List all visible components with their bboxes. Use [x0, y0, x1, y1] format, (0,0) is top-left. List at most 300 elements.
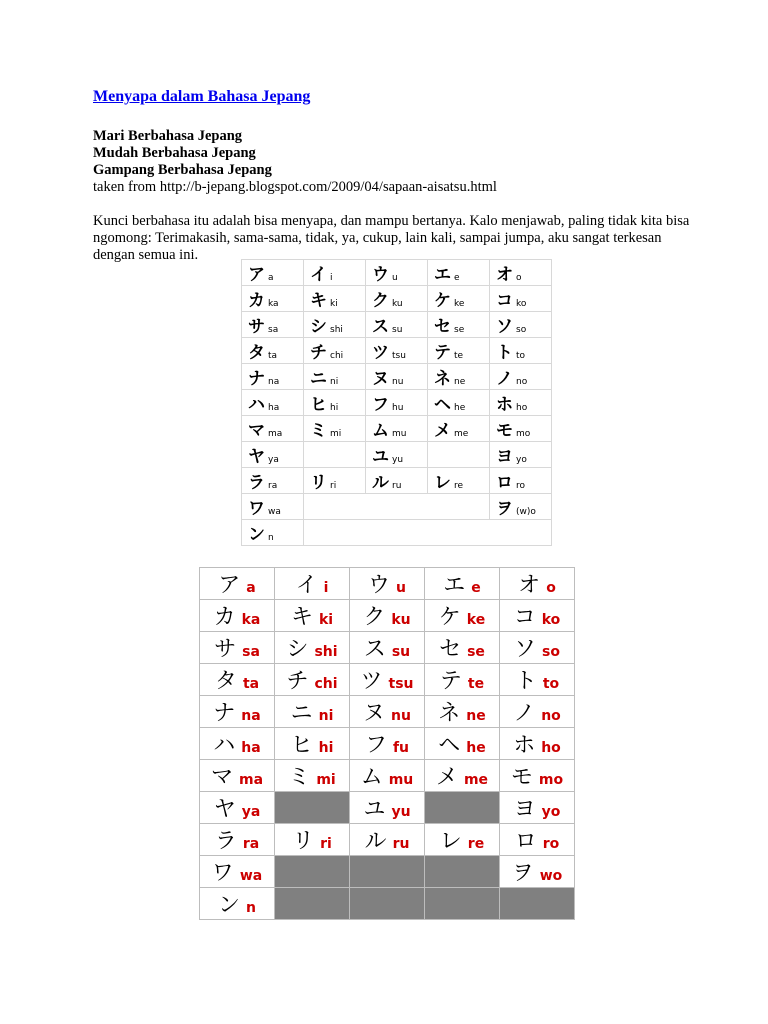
katakana-char: マ — [210, 765, 233, 790]
katakana-char: ホ — [513, 733, 536, 758]
katakana-char: ム — [372, 421, 389, 441]
kana-cell — [425, 568, 500, 600]
katakana-char: ツ — [372, 343, 389, 363]
romaji-label: mu — [388, 772, 414, 788]
source-line: taken from http://b-jepang.blogspot.com/2009/04/sapaan-aisatsu.html — [93, 179, 497, 195]
kana-cell — [425, 824, 500, 856]
intro-paragraph: Kunci berbahasa itu adalah bisa menyapa, dan mampu bertanya. Kalo menjawab, paling tidak kita bisa ngomong: Terimakasih, sama-sama, tidak, ya, cukup, lain kali, sampai jumpa, aku sangat terkesan dengan semua ini. — [93, 213, 690, 263]
katakana-char: ミ — [310, 421, 327, 441]
kana-cell — [490, 286, 552, 312]
kana-cell — [275, 696, 350, 728]
katakana-char: ナ — [213, 701, 236, 726]
kana-row — [242, 338, 552, 364]
kana-cell — [366, 416, 428, 442]
katakana-char: コ — [513, 605, 536, 630]
kana-cell-empty — [425, 856, 500, 888]
kana-cell-empty — [275, 856, 350, 888]
katakana-char: シ — [286, 637, 309, 662]
kana-cell — [500, 632, 575, 664]
kana-cell — [242, 338, 304, 364]
romaji-label: wa — [239, 868, 263, 884]
katakana-char: ヤ — [213, 797, 236, 822]
kana-row — [200, 792, 575, 824]
kana-cell — [428, 364, 490, 390]
kana-cell — [428, 260, 490, 286]
kana-cell — [304, 468, 366, 494]
kana-cell — [366, 338, 428, 364]
katakana-table-colored — [199, 567, 575, 920]
katakana-char: キ — [310, 291, 327, 311]
kana-row — [200, 888, 575, 920]
romaji-label: (w)o — [516, 507, 536, 517]
katakana-char: コ — [496, 291, 513, 311]
romaji-label: so — [516, 325, 527, 335]
romaji-label: chi — [330, 351, 344, 361]
kana-cell — [500, 568, 575, 600]
kana-cell-empty — [350, 888, 425, 920]
romaji-label: sa — [242, 644, 260, 660]
romaji-label: se — [454, 325, 465, 335]
katakana-char: セ — [434, 317, 451, 337]
kana-cell — [366, 442, 428, 468]
kana-row — [200, 856, 575, 888]
kana-cell — [242, 286, 304, 312]
romaji-label: ma — [238, 772, 264, 788]
katakana-char: カ — [213, 605, 236, 630]
katakana-table-plain — [241, 259, 552, 546]
kana-row — [200, 600, 575, 632]
katakana-char: マ — [248, 421, 265, 441]
subtitle-line-1: Mari Berbahasa Jepang — [93, 128, 243, 144]
katakana-char: ソ — [514, 637, 537, 662]
katakana-char: レ — [439, 829, 462, 854]
kana-cell — [242, 468, 304, 494]
kana-cell — [500, 792, 575, 824]
romaji-label: su — [391, 644, 411, 660]
romaji-label: ni — [330, 377, 339, 387]
katakana-char: メ — [434, 421, 451, 441]
romaji-label: na — [268, 377, 280, 387]
kana-cell — [428, 416, 490, 442]
romaji-label: he — [466, 740, 486, 756]
romaji-label: ho — [516, 403, 528, 413]
kana-cell — [428, 468, 490, 494]
kana-cell — [500, 856, 575, 888]
kana-cell — [200, 824, 275, 856]
kana-cell — [366, 364, 428, 390]
kana-cell — [490, 260, 552, 286]
romaji-label: no — [516, 377, 528, 387]
romaji-label: re — [467, 836, 485, 852]
romaji-label: ra — [242, 836, 260, 852]
kana-cell — [350, 792, 425, 824]
romaji-label: tsu — [388, 676, 414, 692]
kana-cell-empty — [304, 494, 490, 520]
romaji-label: ta — [268, 351, 278, 361]
kana-cell — [428, 390, 490, 416]
romaji-label: ri — [320, 836, 332, 852]
katakana-char: ナ — [248, 369, 265, 389]
kana-cell — [500, 600, 575, 632]
romaji-label: nu — [392, 377, 404, 387]
romaji-label: hu — [392, 403, 404, 413]
kana-cell — [425, 760, 500, 792]
subtitle-line-3: Gampang Berbahasa Jepang — [93, 162, 272, 178]
kana-cell-empty — [425, 792, 500, 824]
kana-cell — [350, 760, 425, 792]
kana-cell — [500, 760, 575, 792]
katakana-char: サ — [214, 637, 237, 662]
kana-cell — [275, 728, 350, 760]
katakana-char: エ — [443, 573, 466, 598]
kana-cell — [366, 312, 428, 338]
katakana-char: ス — [372, 317, 389, 337]
romaji-label: shi — [314, 644, 338, 660]
katakana-char: ユ — [372, 447, 389, 467]
romaji-label: tsu — [392, 351, 406, 361]
kana-row — [200, 760, 575, 792]
romaji-label: i — [323, 580, 329, 596]
kana-cell — [428, 312, 490, 338]
katakana-char: レ — [434, 473, 451, 493]
katakana-char: ム — [360, 765, 383, 790]
kana-cell — [242, 312, 304, 338]
romaji-label: ya — [268, 455, 279, 465]
katakana-char: ツ — [360, 669, 383, 694]
kana-cell — [242, 442, 304, 468]
article-title-link[interactable]: Menyapa dalam Bahasa Jepang — [93, 88, 311, 105]
romaji-label: yo — [516, 455, 527, 465]
kana-cell — [428, 286, 490, 312]
romaji-label: te — [454, 351, 464, 361]
kana-cell — [304, 338, 366, 364]
kana-cell — [500, 728, 575, 760]
romaji-label: a — [268, 273, 274, 283]
katakana-char: イ — [310, 265, 327, 285]
romaji-label: se — [467, 644, 485, 660]
romaji-label: ro — [516, 481, 526, 491]
katakana-char: ハ — [213, 733, 236, 758]
romaji-label: ho — [541, 740, 561, 756]
katakana-char: チ — [310, 343, 327, 363]
katakana-char: ヘ — [438, 733, 461, 758]
romaji-label: ru — [392, 836, 410, 852]
kana-cell-empty — [425, 888, 500, 920]
romaji-label: na — [241, 708, 261, 724]
romaji-label: no — [541, 708, 561, 724]
romaji-label: ma — [268, 429, 283, 439]
romaji-label: ha — [241, 740, 261, 756]
kana-row — [200, 632, 575, 664]
katakana-char: ワ — [248, 499, 265, 519]
kana-cell — [425, 696, 500, 728]
katakana-char: ヲ — [511, 861, 534, 886]
romaji-label: yo — [541, 804, 561, 820]
katakana-char: カ — [248, 291, 265, 311]
katakana-char: ア — [218, 573, 241, 598]
romaji-label: ru — [392, 481, 402, 491]
kana-row — [200, 696, 575, 728]
kana-cell — [425, 728, 500, 760]
katakana-char: ン — [248, 525, 265, 545]
romaji-label: n — [246, 900, 256, 916]
romaji-label: mu — [392, 429, 407, 439]
romaji-label: ka — [268, 299, 279, 309]
katakana-char: ミ — [288, 765, 311, 790]
romaji-label: u — [392, 273, 398, 283]
kana-cell — [425, 664, 500, 696]
kana-cell — [350, 600, 425, 632]
kana-cell — [490, 494, 552, 520]
kana-cell — [242, 260, 304, 286]
romaji-label: te — [467, 676, 485, 692]
kana-cell — [275, 664, 350, 696]
katakana-char: ウ — [372, 265, 389, 285]
kana-cell — [490, 312, 552, 338]
katakana-char: ハ — [248, 395, 265, 415]
kana-row — [200, 728, 575, 760]
kana-cell — [366, 260, 428, 286]
kana-row — [242, 468, 552, 494]
kana-cell — [275, 632, 350, 664]
katakana-char: ネ — [434, 369, 451, 389]
katakana-char: ク — [363, 605, 386, 630]
kana-cell-empty — [428, 442, 490, 468]
romaji-label: nu — [391, 708, 411, 724]
kana-cell — [425, 632, 500, 664]
kana-row — [242, 286, 552, 312]
katakana-char: ニ — [310, 369, 327, 389]
kana-cell — [200, 792, 275, 824]
kana-cell — [304, 286, 366, 312]
kana-row — [200, 824, 575, 856]
kana-row — [200, 664, 575, 696]
romaji-label: ki — [318, 612, 334, 628]
katakana-char: ノ — [496, 369, 513, 389]
katakana-char: シ — [310, 317, 327, 337]
romaji-label: ya — [241, 804, 261, 820]
katakana-char: ロ — [496, 473, 513, 493]
katakana-char: ヒ — [290, 733, 313, 758]
romaji-label: ko — [516, 299, 527, 309]
romaji-label: ki — [330, 299, 338, 309]
kana-cell — [275, 568, 350, 600]
romaji-label: a — [246, 580, 256, 596]
katakana-char: ホ — [496, 395, 513, 415]
kana-cell — [425, 600, 500, 632]
romaji-label: ha — [268, 403, 280, 413]
katakana-char: オ — [518, 573, 541, 598]
romaji-label: ta — [242, 676, 260, 692]
kana-cell — [500, 696, 575, 728]
kana-cell — [242, 364, 304, 390]
katakana-char: タ — [214, 669, 237, 694]
kana-cell — [275, 824, 350, 856]
kana-row — [242, 520, 552, 546]
kana-cell — [275, 760, 350, 792]
kana-cell — [304, 312, 366, 338]
katakana-char: ヤ — [248, 447, 265, 467]
romaji-label: wo — [539, 868, 563, 884]
romaji-label: n — [268, 533, 274, 543]
katakana-char: オ — [496, 265, 513, 285]
kana-cell — [350, 824, 425, 856]
kana-cell — [428, 338, 490, 364]
kana-cell — [350, 728, 425, 760]
romaji-label: ke — [466, 612, 486, 628]
kana-cell — [200, 696, 275, 728]
katakana-char: ラ — [248, 473, 265, 493]
romaji-label: ke — [454, 299, 465, 309]
katakana-char: チ — [286, 669, 309, 694]
kana-cell — [200, 760, 275, 792]
katakana-char: ロ — [514, 829, 537, 854]
romaji-label: ri — [330, 481, 337, 491]
romaji-label: shi — [330, 325, 343, 335]
kana-cell — [350, 568, 425, 600]
romaji-label: e — [454, 273, 460, 283]
katakana-char: ヒ — [310, 395, 327, 415]
romaji-label: o — [546, 580, 556, 596]
kana-cell — [490, 364, 552, 390]
kana-cell — [275, 600, 350, 632]
romaji-label: re — [454, 481, 464, 491]
katakana-char: テ — [434, 343, 451, 363]
kana-cell — [350, 632, 425, 664]
kana-cell-empty — [304, 520, 552, 546]
romaji-label: ne — [466, 708, 486, 724]
romaji-label: ro — [542, 836, 560, 852]
romaji-label: me — [454, 429, 469, 439]
kana-cell — [500, 824, 575, 856]
kana-row — [200, 568, 575, 600]
romaji-label: me — [463, 772, 489, 788]
romaji-label: u — [396, 580, 406, 596]
kana-row — [242, 390, 552, 416]
romaji-label: ra — [268, 481, 278, 491]
kana-cell — [242, 416, 304, 442]
romaji-label: mo — [516, 429, 531, 439]
katakana-char: セ — [439, 637, 462, 662]
katakana-char: ヲ — [496, 499, 513, 519]
document-body — [93, 88, 693, 264]
katakana-char: ネ — [438, 701, 461, 726]
kana-cell — [200, 888, 275, 920]
kana-row — [242, 442, 552, 468]
kana-cell — [242, 520, 304, 546]
romaji-label: wa — [268, 507, 281, 517]
kana-cell — [200, 568, 275, 600]
katakana-char: ワ — [211, 861, 234, 886]
katakana-char: ル — [364, 829, 387, 854]
kana-cell — [490, 442, 552, 468]
romaji-label: e — [471, 580, 481, 596]
kana-cell — [500, 664, 575, 696]
kana-cell — [200, 728, 275, 760]
kana-cell — [304, 416, 366, 442]
kana-cell — [490, 468, 552, 494]
romaji-label: so — [542, 644, 560, 660]
romaji-label: mi — [316, 772, 336, 788]
romaji-label: mi — [330, 429, 342, 439]
romaji-label: hi — [330, 403, 339, 413]
katakana-char: ラ — [214, 829, 237, 854]
kana-cell — [366, 390, 428, 416]
romaji-label: ne — [454, 377, 466, 387]
kana-cell — [366, 468, 428, 494]
katakana-char: ヌ — [363, 701, 386, 726]
katakana-char: フ — [372, 395, 389, 415]
kana-cell — [350, 696, 425, 728]
katakana-char: メ — [435, 765, 458, 790]
kana-cell — [350, 664, 425, 696]
kana-row — [242, 494, 552, 520]
kana-cell — [200, 600, 275, 632]
romaji-label: yu — [392, 455, 404, 465]
katakana-char: ケ — [438, 605, 461, 630]
katakana-char: タ — [248, 343, 265, 363]
romaji-label: hi — [318, 740, 334, 756]
romaji-label: mo — [538, 772, 564, 788]
katakana-char: ケ — [434, 291, 451, 311]
katakana-char: ニ — [290, 701, 313, 726]
subtitle-line-2: Mudah Berbahasa Jepang — [93, 145, 256, 161]
katakana-char: ヨ — [513, 797, 536, 822]
romaji-label: yu — [391, 804, 411, 820]
katakana-char: ク — [372, 291, 389, 311]
kana-cell — [242, 390, 304, 416]
katakana-char: ト — [514, 669, 537, 694]
katakana-char: ヘ — [434, 395, 451, 415]
romaji-label: he — [454, 403, 466, 413]
katakana-char: イ — [295, 573, 318, 598]
romaji-label: ko — [541, 612, 561, 628]
kana-cell — [490, 338, 552, 364]
katakana-char: キ — [290, 605, 313, 630]
kana-cell-empty — [500, 888, 575, 920]
kana-cell — [490, 416, 552, 442]
kana-row — [242, 364, 552, 390]
romaji-label: i — [330, 273, 333, 283]
katakana-char: エ — [434, 265, 451, 285]
kana-cell-empty — [304, 442, 366, 468]
katakana-char: ル — [372, 473, 389, 493]
katakana-char: サ — [248, 317, 265, 337]
kana-cell — [304, 390, 366, 416]
romaji-label: sa — [268, 325, 279, 335]
kana-cell — [490, 390, 552, 416]
kana-cell — [304, 260, 366, 286]
katakana-char: ア — [248, 265, 265, 285]
katakana-char: ン — [218, 893, 241, 918]
kana-cell-empty — [275, 792, 350, 824]
katakana-char: モ — [510, 765, 533, 790]
katakana-char: ヌ — [372, 369, 389, 389]
katakana-char: ユ — [363, 797, 386, 822]
romaji-label: chi — [314, 676, 338, 692]
romaji-label: to — [542, 676, 560, 692]
romaji-label: ku — [391, 612, 411, 628]
katakana-char: ソ — [496, 317, 513, 337]
katakana-char: ウ — [368, 573, 391, 598]
katakana-char: フ — [364, 733, 387, 758]
katakana-char: リ — [292, 829, 315, 854]
romaji-label: to — [516, 351, 526, 361]
romaji-label: ka — [241, 612, 261, 628]
romaji-label: ni — [318, 708, 334, 724]
romaji-label: fu — [392, 740, 410, 756]
katakana-char: テ — [439, 669, 462, 694]
